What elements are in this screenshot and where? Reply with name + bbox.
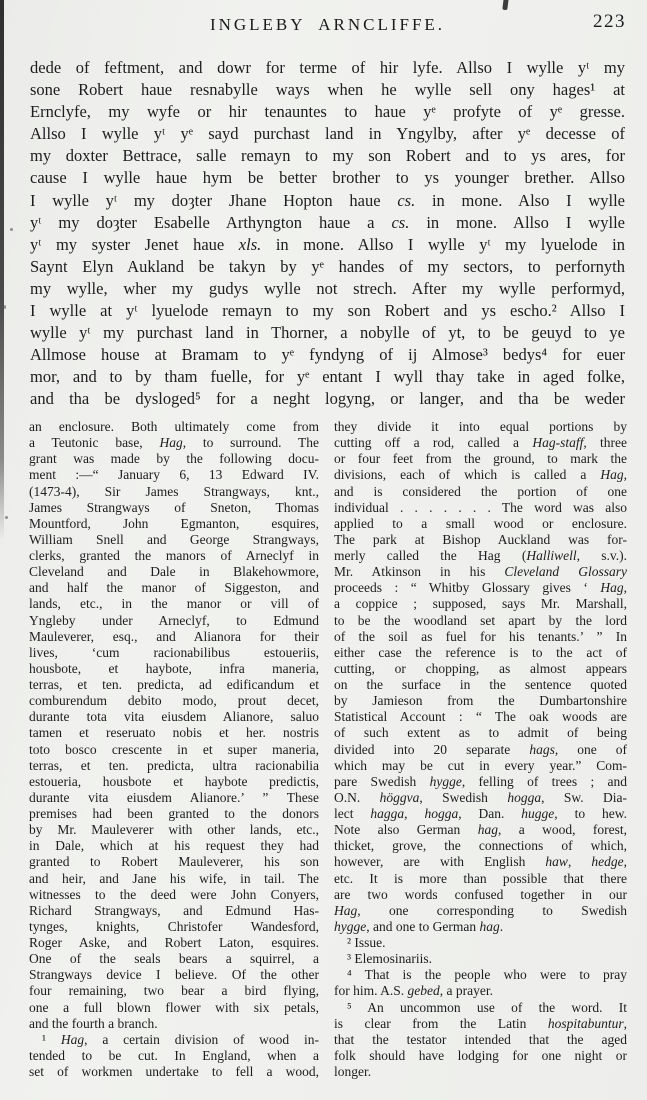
- text-line: James Strangways of Sneton, Thomas: [29, 499, 319, 515]
- footnotes-section: [29, 419, 627, 1080]
- text-line: four remaining, two bear a bird flying,: [29, 983, 319, 999]
- text-line: and is considered the portion of one: [334, 483, 627, 499]
- text-line: one a full blown flower with six petals,: [29, 999, 319, 1015]
- text-line: proceeds : “ Whitby Glossary gives ‘ Hag,: [334, 580, 627, 596]
- text-line: mor, and to by tham fuelle, for yᵉ entant I wyll thay take in aged folke,: [30, 367, 625, 387]
- text-line: lives, ‘cum racionabilibus estoueriis,: [29, 644, 319, 660]
- text-line: Hag, one corresponding to Swedish: [334, 902, 627, 918]
- italic-text: hags: [529, 741, 555, 757]
- text-line: wylle yᵗ my purchast land in Thorner, a nobylle of yt, to be geuyd to ye: [30, 323, 625, 343]
- text-line: Cleveland and Dale in Blakehowmore,: [29, 564, 319, 580]
- main-text-block: [30, 57, 625, 411]
- text-line: cutting, or chopping, as almost appears: [334, 660, 627, 676]
- text-line: and tha be dysloged⁵ for a neght logyng, or langer, and tha be weder: [30, 389, 625, 409]
- text-line: Statistical Account : “ The oak woods are: [334, 709, 627, 725]
- text-line: merly called the Hag (Halliwell, s.v.).: [334, 548, 628, 563]
- text-line: for him. A.S. gebed, a prayer.: [334, 983, 493, 999]
- text-line: ¹ Hag, a certain division of wood in-: [42, 1031, 319, 1047]
- text-line: longer.: [334, 1064, 372, 1079]
- text-line: to be the woodland set apart by the lord: [334, 612, 627, 628]
- text-line: Mr. Atkinson in his Cleveland Glossary: [334, 564, 627, 580]
- text-line: thicket, grove, the connections of which,: [334, 838, 627, 854]
- text-line: and the fourth a branch.: [29, 1015, 158, 1031]
- text-line: cutting off a rod, called a Hag-staff, three: [334, 435, 627, 451]
- text-line: terras, et ten. predicta, ultra racionabilia: [29, 757, 319, 773]
- text-line: terras, et ten. predicta, ad edificandum et: [29, 677, 319, 692]
- italic-text: hogga: [424, 806, 459, 821]
- italic-text: Hag: [159, 435, 183, 451]
- text-line: and half the manor of Siggeston, and: [29, 580, 319, 596]
- text-line: by Mr. Mauleverer with other lands, etc.,: [29, 822, 319, 838]
- text-line: an enclosure. Both ultimately come from: [29, 419, 319, 434]
- italic-text: xls.: [238, 234, 262, 254]
- text-line: One of the seals bears a squirrel, a: [29, 951, 319, 967]
- text-line: ³ Elemosinariis.: [347, 951, 433, 967]
- text-line: dede of feftment, and dowr for terme of hir lyfe. Allso I wylle yᵗ my: [30, 58, 625, 77]
- text-line: Allso I wylle yᵗ yᵉ sayd purchast land in Yngylby, after yᵉ decesse of: [30, 124, 625, 144]
- text-line: however, are with English haw, hedge,: [334, 854, 628, 870]
- page-number: 223: [593, 11, 626, 32]
- text-line: a Teutonic base, Hag, to surround. The: [29, 435, 319, 451]
- text-line: O.N. höggva, Swedish hogga, Sw. Dia-: [334, 789, 628, 805]
- scan-speck: [5, 516, 8, 519]
- text-line: etc. It is more than possible that there: [334, 870, 627, 886]
- scan-edge-artifact: [0, 0, 4, 540]
- footnote-right-column: [334, 419, 627, 1080]
- text-line: tynges, knights, Christofer Wandesford,: [29, 918, 319, 934]
- text-line: durante tota vita eiusdem Alianore, saluo: [29, 709, 319, 725]
- text-line: Yngleby under Arneclyf, to Edmund: [29, 612, 319, 628]
- italic-text: Hag: [334, 902, 358, 918]
- text-line: comburendum debito modo, prout decet,: [29, 693, 319, 709]
- text-line: yᵗ my syster Jenet haue xls. in mone. Allso I wylle yᵗ my lyuelode in: [30, 234, 625, 254]
- italic-text: gebed: [407, 983, 440, 999]
- italic-text: Hag: [60, 1031, 85, 1047]
- text-line: divisions, each of which is called a Hag,: [334, 467, 627, 483]
- text-line: are two words confused together in our: [334, 886, 627, 902]
- italic-text: Cleveland Glossary: [504, 564, 627, 580]
- italic-text: hagga: [370, 806, 405, 821]
- text-line: granted to Robert Mauleverer, his son: [29, 854, 319, 870]
- text-line: tamen et reseruato nobis et her. nostris: [29, 725, 319, 741]
- text-line: I wylle yᵗ my doȝter Jhane Hopton haue cs. in mone. Also I wylle: [30, 190, 626, 210]
- text-line: they divide it into equal portions by: [334, 419, 627, 434]
- text-line: in Dale, which at his request they had: [29, 838, 319, 854]
- text-line: and heir, and Jane his wife, in tail. The: [29, 870, 319, 886]
- text-line: Strangways device I believe. Of the other: [29, 967, 319, 983]
- text-line: my doxter Bettrace, salle remayn to my son Robert and to ys ares, for: [30, 146, 625, 166]
- scan-speck: [4, 305, 6, 309]
- italic-text: hag: [479, 918, 500, 934]
- text-line: sone Robert haue resnabylle ways when he wylle sell ony hages¹ at: [30, 80, 625, 100]
- text-line: ⁴ That is the people who were to pray: [347, 967, 627, 983]
- text-line: Ernclyfe, my wyfe or hir tenauntes to haue yᵉ profyte of yᵉ gresse.: [30, 102, 625, 122]
- italic-text: hygge: [429, 773, 462, 789]
- text-line: ment :—“ January 6, 13 Edward IV.: [29, 467, 319, 483]
- italic-text: hogga: [507, 789, 542, 805]
- text-line: I wylle at yᵗ lyuelode remayn to my son Robert and ys escho.² Allso I: [30, 301, 625, 321]
- text-line: ⁵ An uncommon use of the word. It: [347, 999, 627, 1015]
- italic-text: hospitabuntur: [547, 1015, 624, 1031]
- text-line: either case the reference is to the act of: [334, 644, 627, 660]
- text-line: grant was made by the following docu-: [29, 451, 319, 467]
- italic-text: höggva: [379, 789, 420, 805]
- scan-mark-artifact: [502, 0, 508, 10]
- italic-text: hugge: [521, 806, 555, 821]
- italic-text: Halliwell: [526, 548, 577, 563]
- page-title: INGLEBY ARNCLIFFE.: [209, 15, 446, 34]
- text-line: Allmose house at Bramam to yᵉ fyndyng of ij Almose³ bedys⁴ for euer: [30, 345, 625, 365]
- text-line: by Jamieson from the Dumbartonshire: [334, 693, 627, 709]
- text-line: Mauleverer, esq., and Alianora for their: [29, 628, 319, 644]
- text-line: Richard Strangways, and Edmund Has-: [29, 902, 319, 918]
- text-line: housbote, et haybote, infra maneria,: [29, 660, 319, 676]
- italic-text: cs.: [397, 190, 416, 210]
- italic-text: Hag: [600, 467, 624, 483]
- text-line: estoueria, housbote et haybote predictis,: [29, 773, 319, 789]
- text-line: set of workmen undertake to fell a wood,: [29, 1064, 319, 1079]
- text-line: Roger Aske, and Robert Laton, esquires.: [29, 935, 319, 950]
- text-line: of the soil as fuel for his tenants.’ ” In: [334, 628, 627, 644]
- text-line: Note also German hag, a wood, forest,: [334, 822, 628, 838]
- italic-text: cs.: [391, 212, 410, 232]
- text-line: individual . . . . . . . The word was also: [334, 499, 627, 515]
- text-line: cause I wylle haue hym be better brother to ys younger brether. Allso: [30, 168, 625, 188]
- text-line: lect hagga, hogga, Dan. hugge, to hew.: [334, 806, 627, 821]
- text-line: William Snell and George Strangways,: [29, 531, 319, 547]
- text-line: clerks, granted the manors of Arneclyf in: [29, 548, 319, 563]
- text-line: Mountford, John Egmanton, esquires,: [29, 515, 319, 531]
- text-line: is clear from the Latin hospitabuntur,: [334, 1015, 627, 1031]
- text-line: divided into 20 separate hags, one of: [334, 741, 627, 757]
- text-line: my wylle, wher my gudys wylle not strech. After my wylle performyd,: [30, 278, 625, 298]
- italic-text: haw: [545, 854, 568, 870]
- text-line: (1473-4), Sir James Strangways, knt.,: [29, 483, 319, 499]
- text-line: hygge, and one to German hag.: [334, 918, 504, 934]
- text-line: premises had been granted to the donors: [29, 806, 319, 821]
- italic-text: hedge: [591, 854, 624, 870]
- text-line: folk should have lodging for one night or: [334, 1047, 627, 1063]
- text-line: or four feet from the ground, to mark the: [334, 451, 627, 467]
- text-line: durante vita eiusdem Alianore.’ ” These: [29, 789, 319, 805]
- text-line: toto bosco crescente in et super maneria,: [29, 741, 319, 757]
- text-line: Saynt Elyn Aukland be takyn by yᵉ handes of my sectors, to perfornyth: [30, 256, 625, 276]
- text-line: tended to be cut. In England, when a: [29, 1047, 319, 1063]
- text-line: on the surface in the sentence quoted: [334, 677, 627, 692]
- text-line: pare Swedish hygge, felling of trees ; and: [334, 773, 627, 789]
- italic-text: Hag: [600, 580, 624, 596]
- italic-text: Hag-staff: [532, 435, 584, 451]
- scan-speck: [10, 228, 13, 231]
- text-line: ² Issue.: [347, 935, 386, 950]
- text-line: lands, etc., in the manor or vill of: [29, 596, 319, 612]
- text-line: The park at Bishop Auckland was for-: [334, 531, 627, 547]
- text-line: which may be cut in every year.” Com-: [334, 757, 627, 773]
- footnote-left-column: [29, 419, 319, 1080]
- italic-text: hygge: [334, 918, 367, 934]
- text-line: of such extent as to admit of being: [334, 725, 627, 741]
- text-line: a coppice ; supposed, says Mr. Marshall,: [334, 596, 627, 612]
- text-line: applied to a small wood or enclosure.: [334, 515, 627, 531]
- text-line: witnesses to the deed were John Conyers,: [29, 886, 319, 902]
- italic-text: hag: [477, 822, 498, 838]
- text-line: that the testator intended that the aged: [334, 1031, 627, 1047]
- text-line: yᵗ my doȝter Esabelle Arthyngton haue a cs. in mone. Allso I wylle: [30, 212, 625, 232]
